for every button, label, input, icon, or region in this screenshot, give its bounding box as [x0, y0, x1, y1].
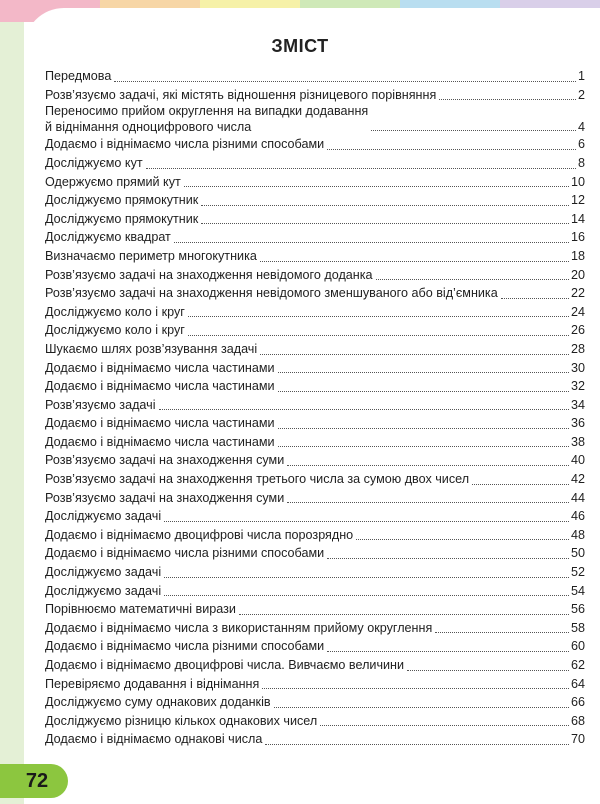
dot-leader: [320, 725, 569, 726]
toc-entry-title: Додаємо і віднімаємо числа різними способами: [45, 546, 325, 561]
toc-entry-page: 32: [570, 379, 585, 394]
dot-leader: [376, 279, 569, 280]
toc-entry-title: Додаємо і віднімаємо числа частинами: [45, 434, 275, 449]
toc-entry: [45, 154, 585, 173]
toc-entry: [45, 104, 585, 135]
toc-entry: [45, 433, 585, 452]
toc-entry-title: Додаємо і віднімаємо числа частинами: [45, 416, 275, 431]
dot-leader: [265, 744, 569, 745]
toc-entry: [45, 191, 585, 210]
dot-leader: [287, 502, 569, 503]
toc-entry: [45, 340, 585, 359]
dot-leader: [159, 409, 569, 410]
side-strip: [0, 22, 24, 804]
toc-entry-title: Досліджуємо задачі: [45, 583, 162, 598]
toc-entry-title: Додаємо і віднімаємо двоцифрові числа порозрядно: [45, 527, 354, 542]
toc-entry-title: Досліджуємо прямокутник: [45, 211, 199, 226]
toc-entry-title: Розв’язуємо задачі на знаходження третього числа за сумою двох чисел: [45, 472, 470, 487]
toc-entry-page: 2: [577, 87, 585, 102]
toc-entry-page: 50: [570, 546, 585, 561]
dot-leader: [327, 558, 569, 559]
toc-entry-page: 44: [570, 490, 585, 505]
table-of-contents: [45, 67, 585, 749]
toc-entry: [45, 712, 585, 731]
toc-entry: [45, 693, 585, 712]
toc-entry: [45, 266, 585, 285]
toc-entry: [45, 451, 585, 470]
toc-entry-page: 42: [570, 472, 585, 487]
toc-entry-page: 14: [570, 211, 585, 226]
toc-entry-page: 58: [570, 620, 585, 635]
dot-leader: [356, 539, 569, 540]
dot-leader: [327, 149, 576, 150]
toc-entry: [45, 228, 585, 247]
toc-entry-title: Розв’язуємо задачі на знаходження суми: [45, 490, 285, 505]
toc-entry: [45, 377, 585, 396]
dot-leader: [146, 168, 576, 169]
toc-entry: [45, 675, 585, 694]
toc-entry-page: 70: [570, 732, 585, 747]
toc-entry-title: Досліджуємо коло і круг: [45, 304, 185, 319]
dot-leader: [201, 223, 569, 224]
dot-leader: [164, 595, 569, 596]
dot-leader: [201, 205, 569, 206]
dot-leader: [184, 186, 569, 187]
toc-entry-title: Додаємо і віднімаємо числа різними способами: [45, 639, 325, 654]
toc-entry-page: 10: [570, 174, 585, 189]
toc-entry: [45, 67, 585, 86]
toc-entry-title: Додаємо і віднімаємо однакові числа: [45, 732, 263, 747]
toc-entry-page: 22: [570, 286, 585, 301]
toc-entry: [45, 321, 585, 340]
toc-entry-page: 8: [577, 155, 585, 170]
toc-entry-page: 36: [570, 416, 585, 431]
dot-leader: [327, 651, 569, 652]
dot-leader: [439, 99, 576, 100]
toc-entry-title: Досліджуємо коло і круг: [45, 323, 185, 338]
toc-entry-title: Досліджуємо квадрат: [45, 230, 171, 245]
toc-entry: [45, 730, 585, 749]
toc-entry-page: 56: [570, 602, 585, 617]
toc-entry: [45, 544, 585, 563]
dot-leader: [188, 335, 569, 336]
dot-leader: [371, 130, 576, 131]
toc-entry-title: Порівнюємо математичні вирази: [45, 602, 236, 617]
dot-leader: [239, 614, 569, 615]
toc-entry: [45, 526, 585, 545]
toc-entry-title: Додаємо і віднімаємо числа з використанням прийому округлення: [45, 620, 433, 635]
dot-leader: [164, 521, 569, 522]
toc-entry-title: Розв’язуємо задачі на знаходження невідомого доданка: [45, 267, 373, 282]
dot-leader: [278, 372, 569, 373]
toc-entry-title: Переносимо прийом округлення на випадки додавання й віднімання одноцифрового числа: [45, 104, 369, 134]
toc-entry: [45, 359, 585, 378]
toc-entry-page: 64: [570, 676, 585, 691]
toc-entry-page: 26: [570, 323, 585, 338]
dot-leader: [174, 242, 569, 243]
toc-entry: [45, 582, 585, 601]
toc-entry-page: 6: [577, 137, 585, 152]
toc-entry-page: 62: [570, 658, 585, 672]
toc-entry-page: 40: [570, 453, 585, 468]
toc-entry-title: Розв’язуємо задачі: [45, 397, 156, 412]
toc-entry-title: Досліджуємо прямокутник: [45, 193, 199, 208]
toc-entry: [45, 563, 585, 582]
dot-leader: [407, 670, 569, 671]
toc-entry-title: Додаємо і віднімаємо числа частинами: [45, 360, 275, 375]
toc-entry-title: Додаємо і віднімаємо числа частинами: [45, 379, 275, 394]
toc-entry-title: Досліджуємо кут: [45, 155, 143, 170]
toc-entry: [45, 414, 585, 433]
toc-entry-page: 28: [570, 341, 585, 356]
toc-entry-page: 16: [570, 230, 585, 245]
dot-leader: [274, 707, 569, 708]
toc-entry-title: Розв’язуємо задачі на знаходження невідомого зменшуваного або від’ємника: [45, 286, 498, 301]
toc-entry: [45, 637, 585, 656]
dot-leader: [501, 298, 569, 299]
toc-entry: [45, 600, 585, 619]
toc-entry-page: 66: [570, 695, 585, 710]
toc-entry-title: Досліджуємо задачі: [45, 509, 162, 524]
toc-entry-page: 20: [570, 267, 585, 282]
toc-entry: [45, 210, 585, 229]
toc-entry: [45, 507, 585, 526]
dot-leader: [164, 577, 569, 578]
toc-entry: [45, 303, 585, 322]
dot-leader: [114, 81, 576, 82]
toc-entry: [45, 619, 585, 638]
toc-entry-page: 24: [570, 304, 585, 319]
toc-entry: [45, 173, 585, 192]
dot-leader: [472, 484, 569, 485]
toc-entry-title: Одержуємо прямий кут: [45, 174, 181, 189]
toc-entry-title: Досліджуємо різницю кількох однакових чисел: [45, 713, 318, 728]
toc-entry-page: 60: [570, 639, 585, 654]
toc-entry-page: 48: [570, 527, 585, 542]
page-title: ЗМІСТ: [271, 36, 329, 56]
toc-entry: [45, 247, 585, 266]
toc-entry-title: Додаємо і віднімаємо числа різними способами: [45, 137, 325, 152]
dot-leader: [287, 465, 569, 466]
dot-leader: [260, 354, 569, 355]
page-number-badge: 72: [0, 764, 68, 798]
toc-entry-page: 12: [570, 193, 585, 208]
dot-leader: [278, 391, 569, 392]
toc-entry: [45, 489, 585, 508]
toc-entry-title: Досліджуємо задачі: [45, 565, 162, 580]
toc-entry-title: Передмова: [45, 69, 112, 83]
toc-entry-title: Розв’язуємо задачі, які містять відношення різницевого порівняння: [45, 87, 437, 102]
toc-entry-title: Додаємо і віднімаємо двоцифрові числа. Вивчаємо величини: [45, 658, 405, 672]
toc-entry: [45, 396, 585, 415]
toc-entry-page: 68: [570, 713, 585, 728]
dot-leader: [278, 428, 569, 429]
toc-entry-title: Визначаємо периметр многокутника: [45, 248, 257, 263]
toc-entry-page: 18: [570, 248, 585, 263]
toc-entry-page: 1: [577, 69, 585, 83]
toc-entry-page: 46: [570, 509, 585, 524]
toc-entry: [45, 86, 585, 105]
toc-entry-title: Розв’язуємо задачі на знаходження суми: [45, 453, 285, 468]
toc-entry-title: Досліджуємо суму однакових доданків: [45, 695, 271, 710]
toc-entry: [45, 284, 585, 303]
toc-entry-page: 34: [570, 397, 585, 412]
dot-leader: [188, 316, 569, 317]
dot-leader: [260, 261, 569, 262]
toc-entry-page: 38: [570, 434, 585, 449]
toc-entry: [45, 135, 585, 154]
toc-entry: [45, 656, 585, 675]
toc-entry: [45, 470, 585, 489]
toc-entry-page: 54: [570, 583, 585, 598]
toc-entry-title: Перевіряємо додавання і віднімання: [45, 676, 260, 691]
toc-entry-page: 30: [570, 360, 585, 375]
toc-entry-page: 4: [577, 119, 585, 134]
toc-entry-title: Шукаємо шлях розв’язування задачі: [45, 341, 258, 356]
dot-leader: [262, 688, 569, 689]
dot-leader: [278, 446, 569, 447]
toc-entry-page: 52: [570, 565, 585, 580]
dot-leader: [435, 632, 569, 633]
